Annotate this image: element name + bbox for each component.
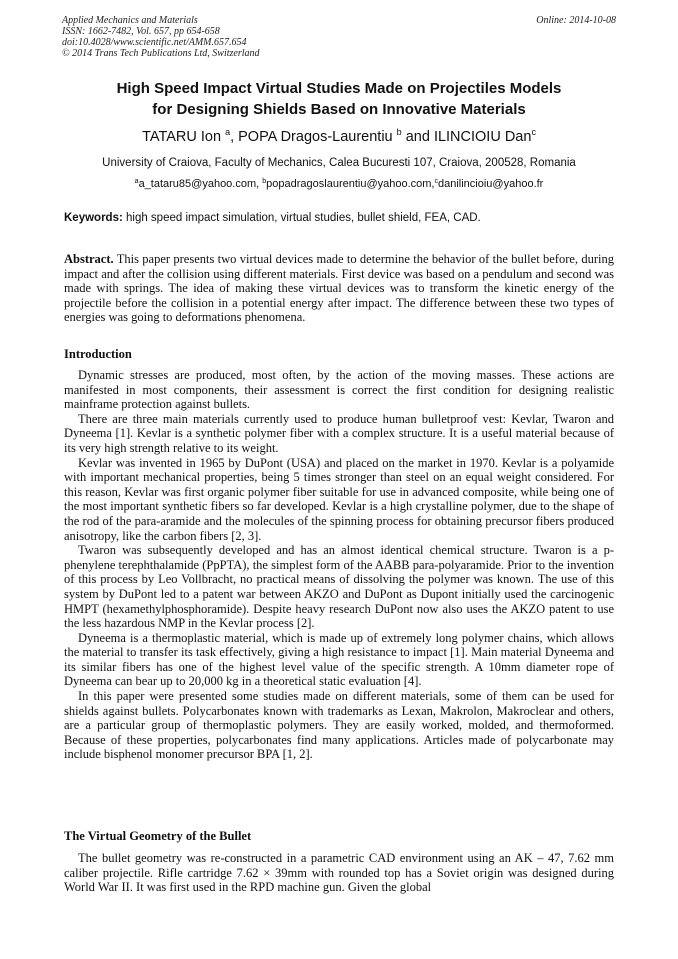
intro-paragraph: Twaron was subsequently developed and has an almost identical chemical structure. Twaron is a p-phenylene terephthalamide (PpPTA), the simplest form of the AABB para-polyaramide. Prior to the invention of this process by Leo Vollbracht, no practical means of dissolving the polymer was known. The use of this system by DuPont led to a patent war between AKZO and DuPont as Dupont initially used the carcinogenic HMPT (hexamethylphosphoramide). Despite heavy research DuPont now also uses the AKZO patent to use the less hazardous NMP in the Kevlar process [2].	[64, 543, 614, 631]
author-list	[40, 128, 638, 146]
bullet-geometry-body	[64, 851, 614, 895]
intro-paragraph: Dynamic stresses are produced, most often, by the action of the moving masses. These actions are manifested in most components, their assessment is correct the first condition for designing realistic mainframe protection against bullets.	[64, 368, 614, 412]
affiliation: University of Craiova, Faculty of Mechanics, Calea Bucuresti 107, Craiova, 200528, Romania	[102, 157, 576, 169]
email-2: popadragoslaurentiu@yahoo.com,	[266, 178, 435, 190]
author-sep-1: ,	[230, 129, 239, 145]
journal-copyright: © 2014 Trans Tech Publications Ltd, Switzerland	[62, 48, 260, 59]
journal-name: Applied Mechanics and Materials	[62, 15, 198, 26]
section-heading-bullet-geometry: The Virtual Geometry of the Bullet	[64, 829, 252, 843]
online-date: Online: 2014-10-08	[536, 15, 616, 26]
author-3-sup: c	[531, 127, 536, 137]
keywords-label: Keywords:	[64, 212, 123, 224]
email-3: danilincioiu@yahoo.fr	[438, 178, 544, 190]
journal-header	[62, 15, 616, 59]
author-2-sup: b	[396, 127, 402, 137]
paper-title-line-1: High Speed Impact Virtual Studies Made on Projectiles Models	[116, 80, 562, 97]
author-1-sup: a	[225, 127, 231, 137]
abstract	[64, 252, 614, 325]
keywords	[64, 211, 614, 226]
author-2: POPA Dragos-Laurentiu	[238, 129, 393, 145]
abstract-text: This paper presents two virtual devices made to determine the behavior of the bullet before, during impact and after the collision using different materials. First device was based on a pendulum and second was made with springs. The idea of making these virtual devices was to transform the kinetic energy of the projectile before the collision in a potential energy after impact. The difference between these two types of energies was going to deformations phenomena.	[64, 252, 614, 325]
section-heading-introduction: Introduction	[64, 347, 132, 361]
intro-paragraph: There are three main materials currently used to produce human bulletproof vest: Kevlar, Twaron and Dyneema [1]. Kevlar is a synthetic polymer fiber with a complex structure. It is a useful material because of its very high strength relative to its weight.	[64, 411, 614, 455]
geometry-paragraph: The bullet geometry was re-constructed in a parametric CAD environment using an AK – 47, 7.62 mm caliber projectile. Rifle cartridge 7.62 × 39mm with rounded top has a Soviet origin was designed during World War II. It was first used in the RPD machine gun. Given the global	[64, 851, 614, 895]
intro-paragraph: Kevlar was invented in 1965 by DuPont (USA) and placed on the market in 1970. Kevlar is a polyamide with important mechanical properties, being 5 times stronger than steel on an equal weight considered. For this reason, Kevlar was first organic polymer fiber suitable for use in advanced composite, while being one of the most important synthetic fibers so far developed. Kevlar is a high crystalline polymer, due to the shape of the rod of the para-aramide and the molecules of the spinning process for obtaining precursor fibers produced anisotropy, like the carbon fibers [2, 3].	[64, 455, 614, 543]
intro-paragraph: Dyneema is a thermoplastic material, which is made up of extremely long polymer chains, which allows the material to transfer its task effectively, giving a high resistance to impact [1]. Main material Dyneema and its similar fibers has one of the highest level value of the specific strength. A 10mm diameter rope of Dyneema can bear up to 20,000 kg in a theoretical static evaluation [4].	[64, 630, 614, 689]
paper-title	[40, 78, 638, 120]
intro-paragraph: In this paper were presented some studies made on different materials, some of them can be used for shields against bullets. Polycarbonates known with trademarks as Lexan, Makrolon, Makroclear and others, are a particular group of thermoplastic polymers. They are easily worked, molded, and thermoformed. Because of these properties, polycarbonates find many applications. Articles made of polycarbonate may include bisphenol monomer precursor BPA [1, 2].	[64, 689, 614, 762]
author-emails	[40, 177, 638, 192]
keywords-text: high speed impact simulation, virtual studies, bullet shield, FEA, CAD.	[122, 212, 481, 224]
introduction-body	[64, 368, 614, 762]
author-3: ILINCIOIU Dan	[433, 129, 532, 145]
author-sep-2: and	[405, 129, 434, 145]
journal-issn: ISSN: 1662-7482, Vol. 657, pp 654-658	[62, 26, 220, 37]
abstract-label: Abstract.	[64, 252, 114, 266]
email-1: a_tataru85@yahoo.com,	[138, 178, 263, 190]
email-3-sup: c	[434, 178, 438, 185]
email-2-sup: b	[262, 178, 267, 185]
journal-doi: doi:10.4028/www.scientific.net/AMM.657.654	[62, 37, 247, 48]
email-1-sup: a	[134, 178, 139, 185]
author-1: TATARU Ion	[142, 129, 222, 145]
paper-title-line-2: for Designing Shields Based on Innovative Materials	[152, 101, 526, 118]
